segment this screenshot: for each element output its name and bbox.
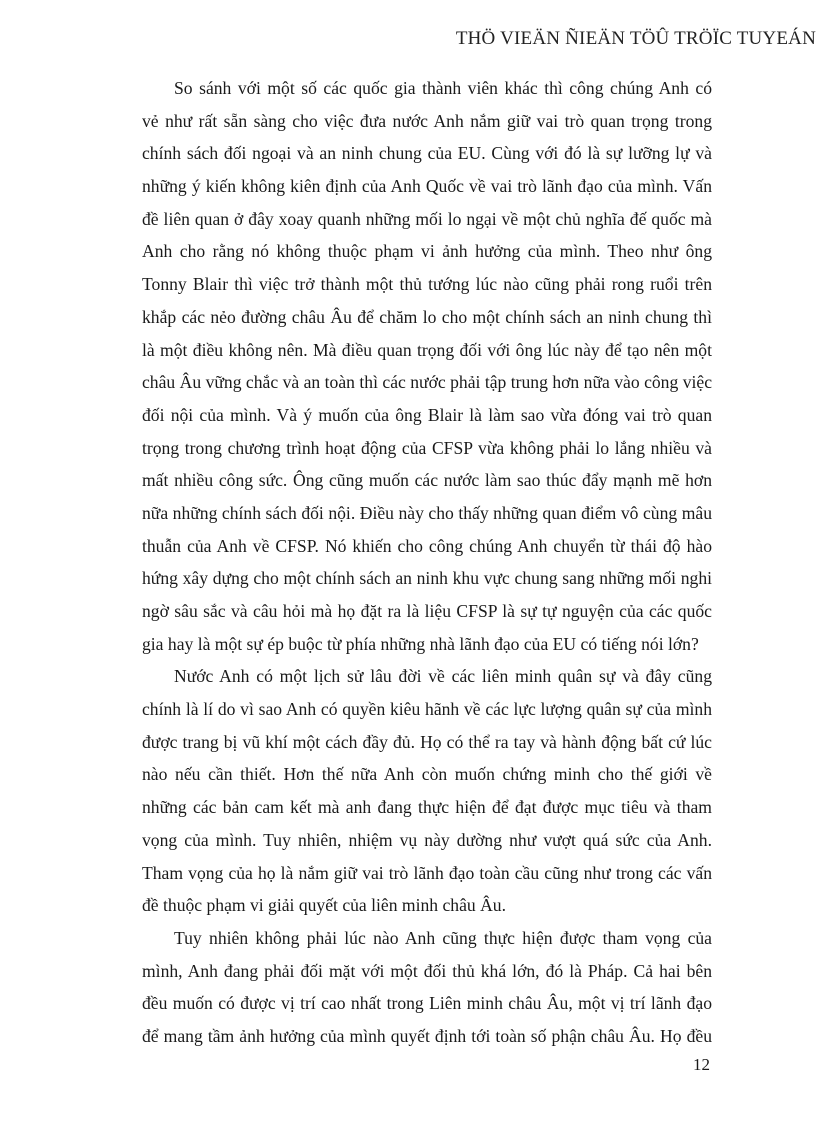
paragraph [142,72,712,660]
page-number: 12 [693,1055,710,1074]
text-line: khắp các nẻo đường châu Âu để chăm lo cho một chính sách an ninh chung thì [142,306,712,327]
text-line: đối nội của mình. Và ý muốn của ông Blair là làm sao vừa đóng vai trò quan [142,404,712,425]
text-line: Anh cho rằng nó không thuộc phạm vi ảnh hưởng của mình. Theo như ông [142,241,712,262]
text-line: vọng của mình. Tuy nhiên, nhiệm vụ này dường như vượt quá sức của Anh. [142,829,712,850]
text-line: ngờ sâu sắc và câu hỏi mà họ đặt ra là liệu CFSP là sự tự nguyện của các quốc [142,601,712,621]
text-line: đề thuộc phạm vi giải quyết của liên minh châu Âu. [142,895,506,916]
text-line: nữa những chính sách đối nội. Điều này cho thấy những quan điểm vô cùng mâu [142,502,712,523]
text-line: chính sách đối ngoại và an ninh chung của EU. Cùng với đó là sự lưỡng lự và [142,143,712,164]
paragraph [142,660,712,922]
text-line: So sánh với một số các quốc gia thành viên khác thì công chúng Anh có [174,78,712,98]
text-line: Nước Anh có một lịch sử lâu đời về các liên minh quân sự và đây cũng [174,666,712,687]
body-text [142,72,712,1053]
text-line: mình, Anh đang phải đối mặt với một đối thủ khá lớn, đó là Pháp. Cả hai bên [142,960,712,981]
text-line: là một điều không nên. Mà điều quan trọng đối với ông lúc này để tạo nên một [142,339,712,360]
page-header: THÖ VIEÄN ÑIEÄN TÖÛ TRÖÏC TUYEÁN [455,28,816,49]
text-line: Tonny Blair thì việc trở thành một thủ tướng lúc nào cũng phải rong ruổi trên [142,274,712,295]
text-line: mất nhiều công sức. Ông cũng muốn các nước làm sao thúc đẩy mạnh mẽ hơn [142,470,712,491]
text-line: trọng trong chương trình hoạt động của CFSP vừa không phải lo lắng nhiều và [142,437,712,458]
text-line: châu Âu vững chắc và an toàn thì các nước phải tập trung hơn nữa vào công việc [142,372,712,393]
text-line: để mang tầm ảnh hưởng của mình quyết định tới toàn số phận châu Âu. Họ đều [142,1025,712,1046]
text-line: đề liên quan ở đây xoay quanh những mối lo ngại về một chủ nghĩa đế quốc mà [142,208,712,229]
text-line: những ý kiến không kiên định của Anh Quốc về vai trò lãnh đạo của mình. Vấn [142,176,712,197]
text-line: hứng xây dựng cho một chính sách an ninh khu vực chung sang những mối nghi [142,568,712,589]
text-line: những các bản cam kết mà anh đang thực hiện để đạt được mục tiêu và tham [142,797,712,818]
text-line: nào nếu cần thiết. Hơn thế nữa Anh còn muốn chứng minh cho thế giới về [142,764,712,785]
text-line: Tham vọng của họ là nắm giữ vai trò lãnh đạo toàn cầu cũng như trong các vấn [142,862,712,883]
text-line: Tuy nhiên không phải lúc nào Anh cũng thực hiện được tham vọng của [174,927,712,948]
text-line: được trang bị vũ khí một cách đầy đủ. Họ có thể ra tay và hành động bất cứ lúc [142,731,712,752]
text-line: gia hay là một sự ép buộc từ phía những nhà lãnh đạo của EU có tiếng nói lớn? [142,633,699,654]
text-line: vẻ như rất sẵn sàng cho việc đưa nước Anh nắm giữ vai trò quan trọng trong [142,110,712,131]
text-line: chính là lí do vì sao Anh có quyền kiêu hãnh về các lực lượng quân sự của mình [142,699,712,720]
text-line: thuẫn của Anh về CFSP. Nó khiến cho công chúng Anh chuyển từ thái độ hào [142,535,712,556]
paragraph [142,922,712,1053]
text-line: đều muốn có được vị trí cao nhất trong Liên minh châu Âu, một vị trí lãnh đạo [142,993,712,1014]
